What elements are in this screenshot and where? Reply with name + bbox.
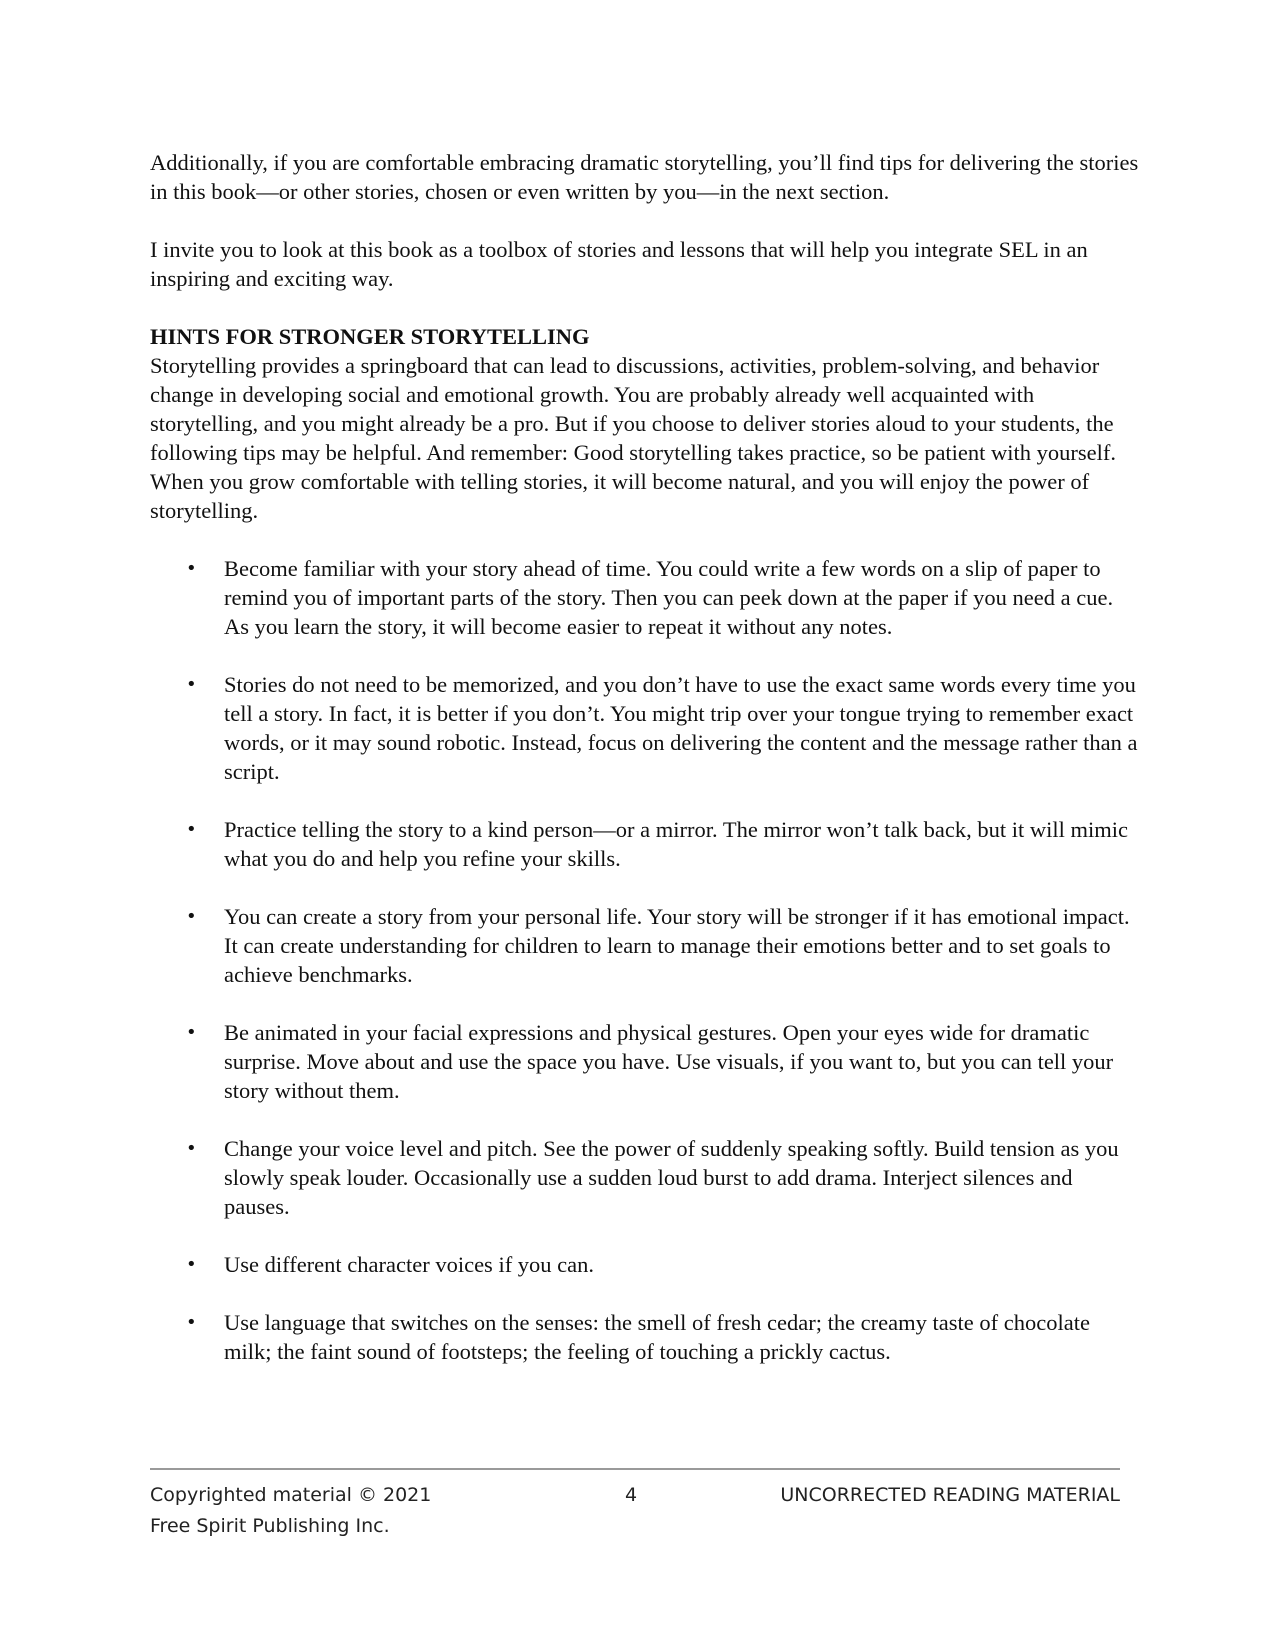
tip-text: Become familiar with your story ahead of time. You could write a few words on a slip of paper to remind you of important parts of the story. Then you can peek down at the paper if you need a cue. As you learn the story, it will become easier to repeat it without any notes. <box>224 556 1114 639</box>
section-heading: HINTS FOR STRONGER STORYTELLING <box>150 324 590 349</box>
bullet-icon: • <box>186 1254 197 1275</box>
list-item <box>150 1134 1142 1221</box>
list-item <box>150 815 1142 873</box>
page-number: 4 <box>625 1484 638 1506</box>
tip-text: You can create a story from your personal life. Your story will be stronger if it has emotional impact. It can create understanding for children to learn to manage their emotions better and to set goals to achieve benchmarks. <box>224 904 1130 987</box>
page-body <box>150 148 1142 1395</box>
tips-list <box>150 554 1142 1366</box>
footer-divider <box>150 1468 1120 1470</box>
tip-text: Be animated in your facial expressions and physical gestures. Open your eyes wide for dramatic surprise. Move about and use the space you have. Use visuals, if you want to, but you can tell your story without them. <box>224 1020 1114 1103</box>
intro-paragraph-1: Additionally, if you are comfortable embracing dramatic storytelling, you’ll find tips for delivering the stories in this book—or other stories, chosen or even written by you—in the next section. <box>150 150 1139 204</box>
bullet-icon: • <box>186 1138 197 1159</box>
tip-text: Practice telling the story to a kind person—or a mirror. The mirror won’t talk back, but it will mimic what you do and help you refine your skills. <box>224 817 1128 871</box>
footer-copyright-block <box>150 1480 510 1542</box>
list-item <box>150 1250 1142 1279</box>
copyright-line: Copyrighted material © 2021 <box>150 1484 432 1506</box>
bullet-icon: • <box>186 1312 197 1333</box>
list-item <box>150 1308 1142 1366</box>
list-item <box>150 670 1142 786</box>
list-item <box>150 554 1142 641</box>
bullet-icon: • <box>186 558 197 579</box>
tip-text: Stories do not need to be memorized, and you don’t have to use the exact same words every time you tell a story. In fact, it is better if you don’t. You might trip over your tongue trying to remember exact words, or it may sound robotic. Instead, focus on delivering the content and the message rather than a script. <box>224 672 1138 784</box>
bullet-icon: • <box>186 906 197 927</box>
bullet-icon: • <box>186 674 197 695</box>
intro-paragraph-2: I invite you to look at this book as a toolbox of stories and lessons that will help you integrate SEL in an inspiring and exciting way. <box>150 237 1088 291</box>
bullet-icon: • <box>186 1022 197 1043</box>
list-item <box>150 1018 1142 1105</box>
list-item <box>150 902 1142 989</box>
tip-text: Use language that switches on the senses: the smell of fresh cedar; the creamy taste of chocolate milk; the faint sound of footsteps; the feeling of touching a prickly cactus. <box>224 1310 1090 1364</box>
uncorrected-notice: UNCORRECTED READING MATERIAL <box>780 1484 1120 1506</box>
tip-text: Use different character voices if you can. <box>224 1252 595 1277</box>
tip-text: Change your voice level and pitch. See the power of suddenly speaking softly. Build tension as you slowly speak louder. Occasionally use a sudden loud burst to add drama. Interject silences and pauses. <box>224 1136 1119 1219</box>
publisher-line: Free Spirit Publishing Inc. <box>150 1515 390 1537</box>
section-paragraph: Storytelling provides a springboard that can lead to discussions, activities, problem-solving, and behavior change in developing social and emotional growth. You are probably already well acquainted with storytelling, and you might already be a pro. But if you choose to deliver stories aloud to your students, the following tips may be helpful. And remember: Good storytelling takes practice, so be patient with yourself. When you grow comfortable with telling stories, it will become natural, and you will enjoy the power of storytelling. <box>150 353 1117 523</box>
bullet-icon: • <box>186 819 197 840</box>
